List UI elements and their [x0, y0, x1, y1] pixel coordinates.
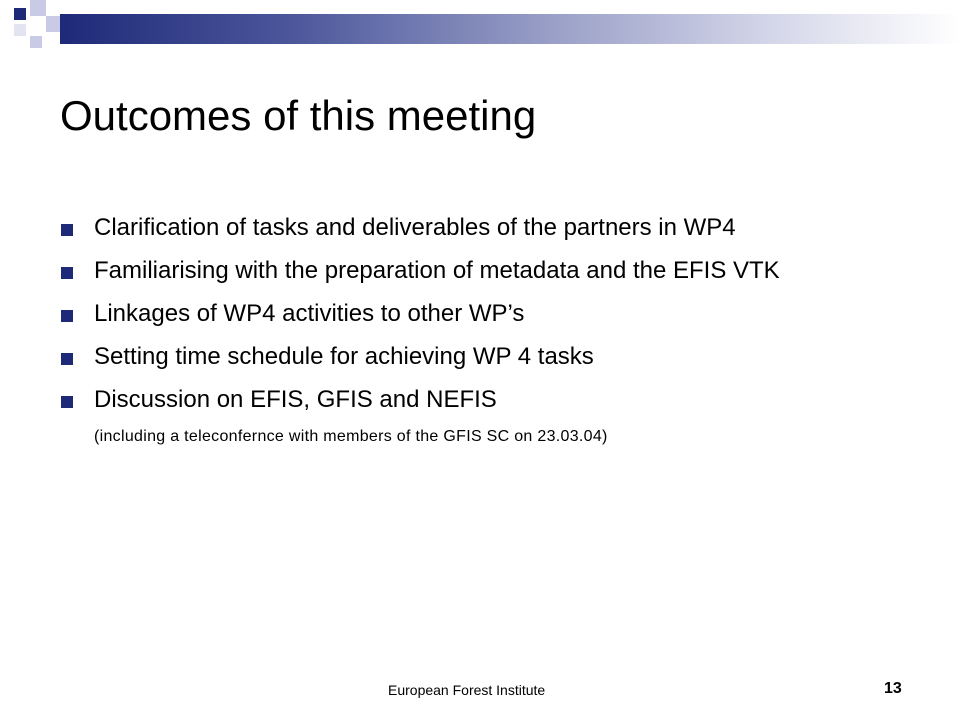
bullet-item: [60, 212, 880, 244]
bullet-text: Familiarising with the preparation of metadata and the EFIS VTK: [94, 257, 780, 284]
header-square-light: [30, 36, 42, 48]
square-bullet-icon: [61, 396, 73, 408]
header-square-faint: [14, 24, 26, 36]
bullet-text: Setting time schedule for achieving WP 4 tasks: [94, 343, 594, 370]
square-bullet-icon: [61, 310, 73, 322]
square-bullet-icon: [61, 353, 73, 365]
bullet-note: (including a teleconfernce with members of the GFIS SC on 23.03.04): [94, 428, 608, 445]
header-square-dark: [14, 8, 26, 20]
bullet-item: [60, 341, 880, 373]
bullet-text: Linkages of WP4 activities to other WP’s: [94, 300, 525, 327]
bullet-text: Clarification of tasks and deliverables of the partners in WP4: [94, 214, 736, 241]
bullet-item: [60, 255, 880, 287]
bullet-item: [60, 298, 880, 330]
header-gradient-bar: [60, 14, 960, 44]
square-bullet-icon: [61, 224, 73, 236]
bullet-item: [60, 384, 880, 448]
slide-title: Outcomes of this meeting: [60, 92, 537, 139]
header-square-light: [30, 0, 46, 16]
bullet-text: Discussion on EFIS, GFIS and NEFIS: [94, 386, 497, 413]
bullet-list: [60, 212, 880, 459]
page-number: 13: [884, 680, 902, 697]
square-bullet-icon: [61, 267, 73, 279]
footer-organization: European Forest Institute: [388, 682, 546, 698]
